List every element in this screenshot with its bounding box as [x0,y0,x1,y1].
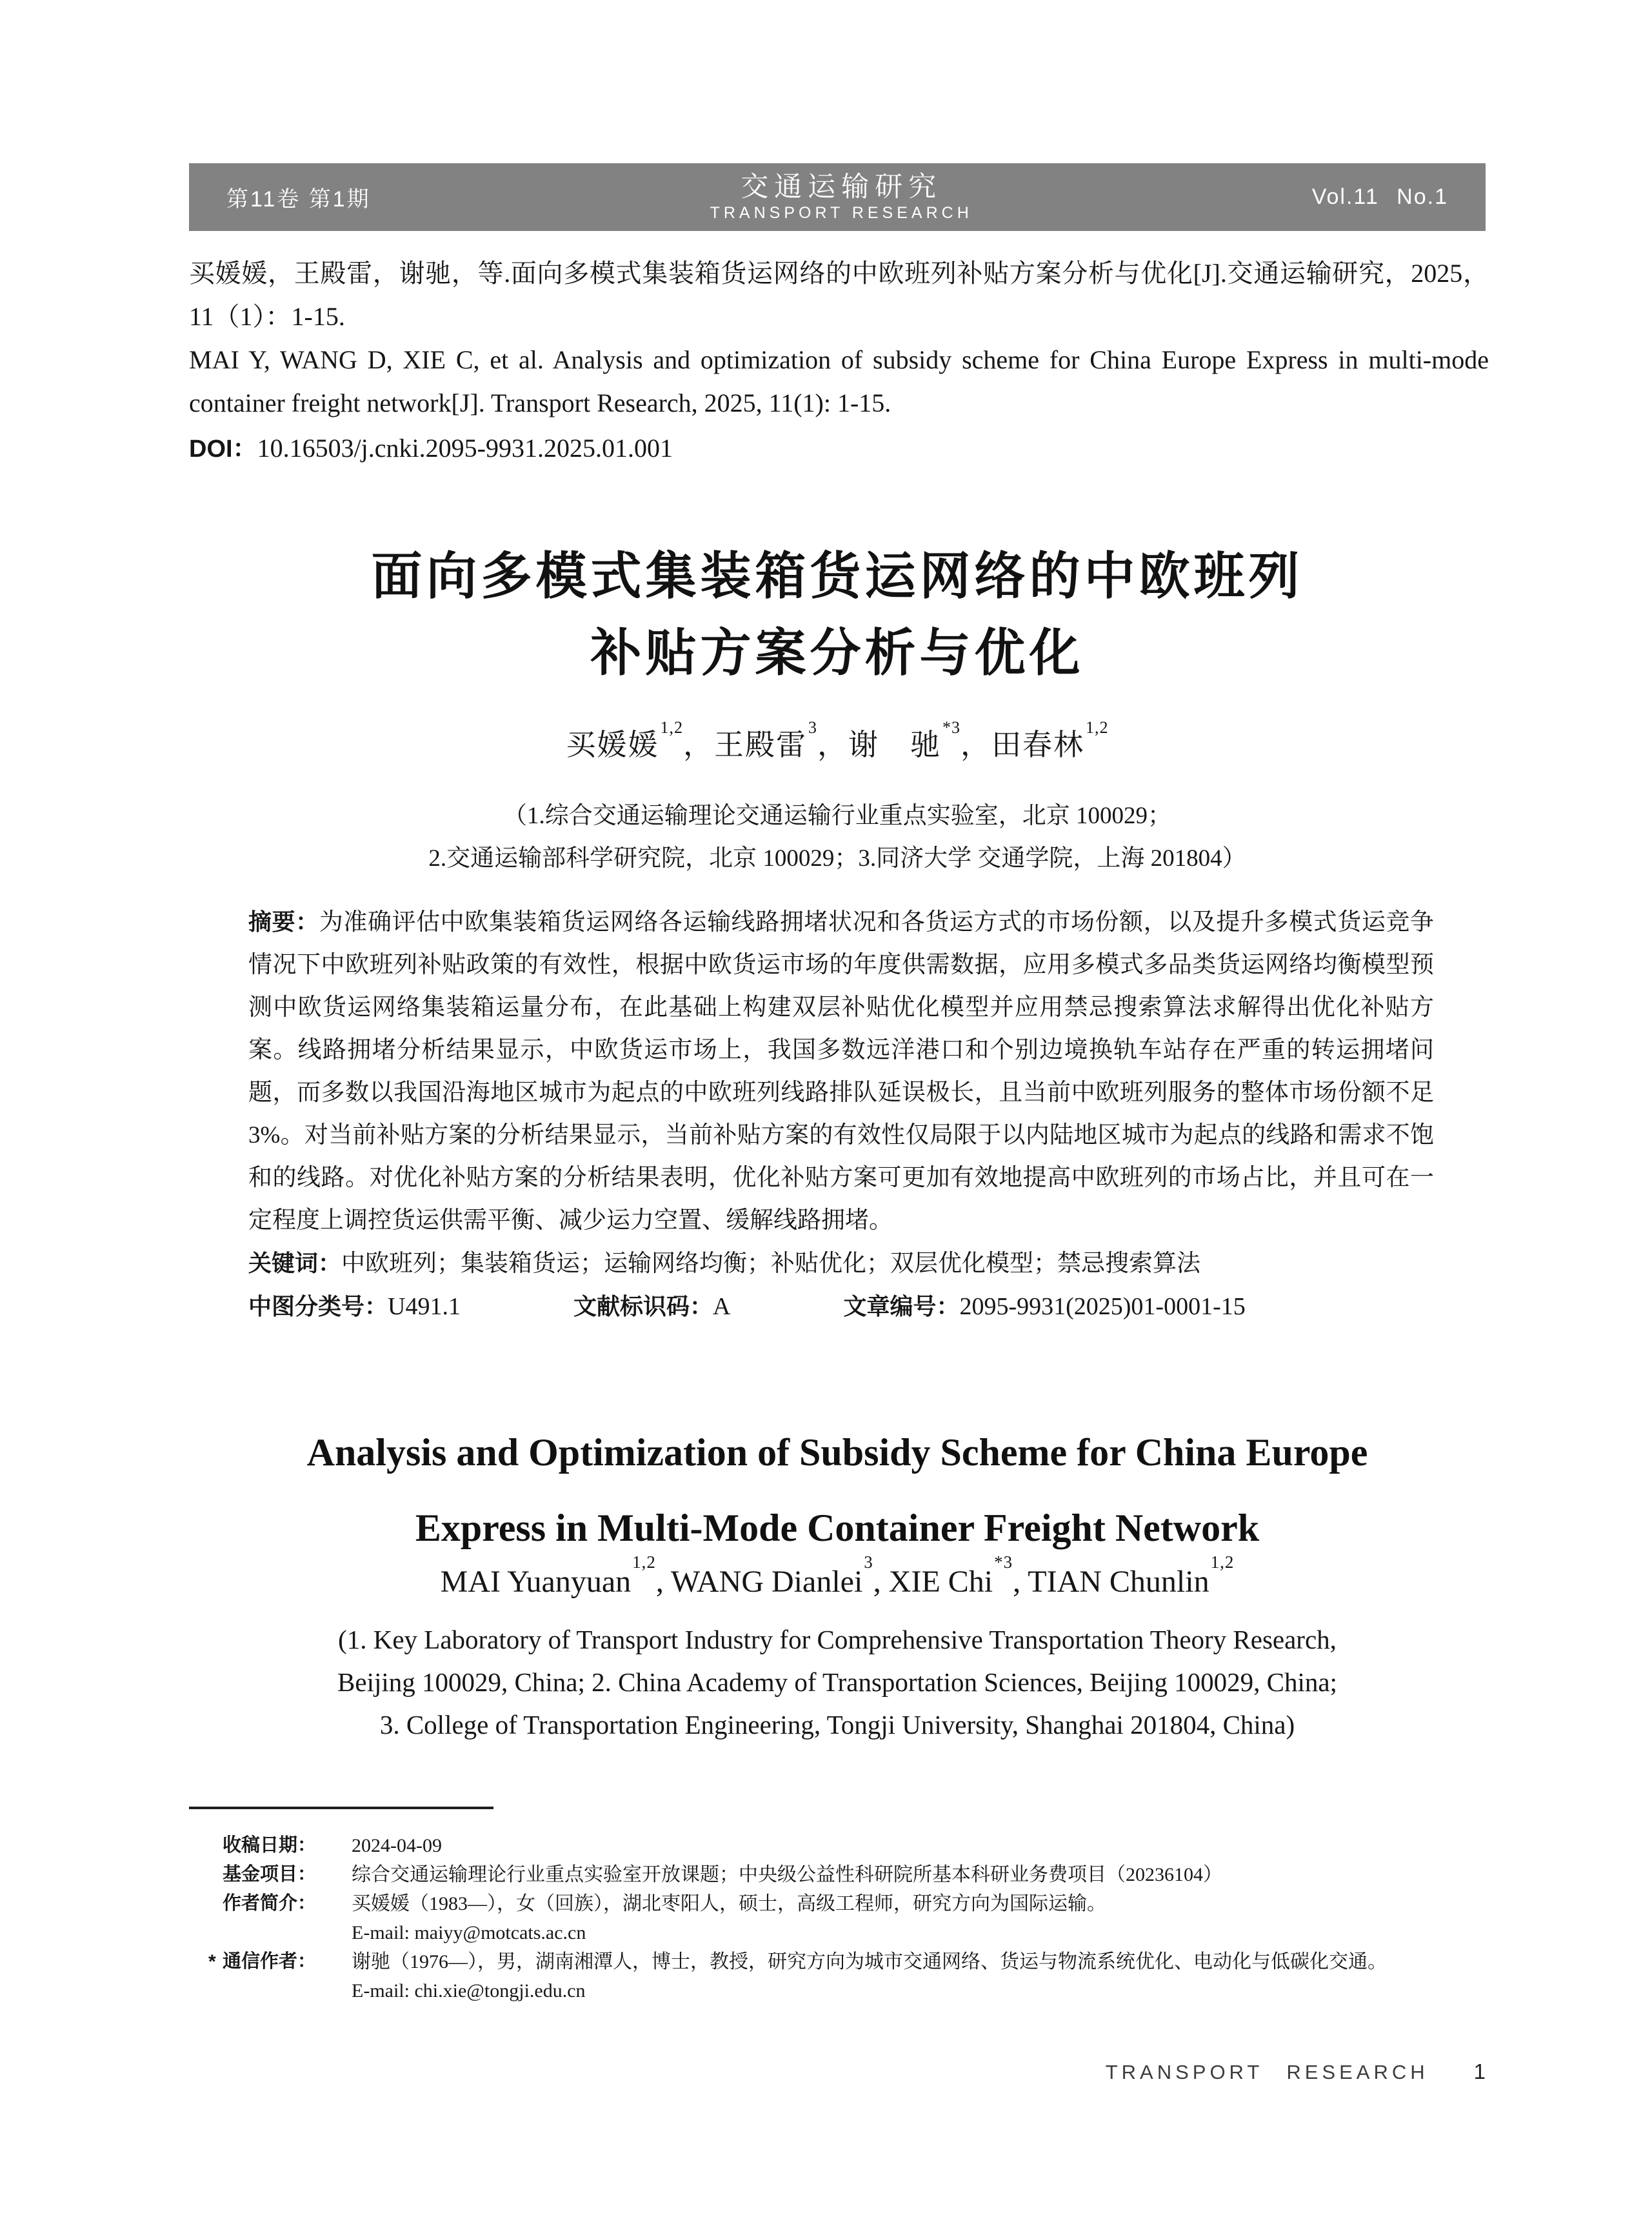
footer-page-number: 1 [1473,2060,1486,2083]
author-en: TIAN Chunlin$^{1,2}$ [1028,1552,1235,1599]
volume-issue-cn: 第11卷 第1期 [226,187,371,212]
footer-journal-name: TRANSPORT RESEARCH [1105,2061,1429,2083]
affiliation-cn-line2: 2.交通运输部科学研究院，北京 100029；3.同济大学 交通学院，上海 201804） [428,845,1246,872]
author-affil-sup: *3 [942,717,960,737]
affiliations-cn [189,795,1486,880]
footnotes-block [208,1831,1518,2005]
doi-label: DOI： [189,436,257,463]
document-code-label: 文献标识码： [573,1293,713,1319]
authors-cn [189,717,1486,764]
author-affil-sup: 1,2 [1086,717,1109,737]
article-title-cn-line1: 面向多模式集装箱货运网络的中欧班列 [371,547,1304,605]
clc-label: 中图分类号： [248,1293,388,1319]
citation-english: MAI Y, WANG D, XIE C, et al. Analysis and optimization of subsidy scheme for China Europe Express in multi-mode container freight network[J]. Transport Research, 2025, 11(1): 1-15. [189,345,1489,417]
footnote-divider [189,1807,493,1809]
author-cn: 田春林$^{1,2}$ [991,717,1109,761]
authors-en [189,1552,1486,1599]
footnote-row-corresponding-email: E-mail: chi.xie@tongji.edu.cn [352,1980,586,2001]
author-affil-sup: 3 [808,717,817,737]
author-en: XIE Chi$^{*3}$, [888,1552,1028,1599]
author-affil-sup: 3 [864,1552,873,1572]
doi-value: 10.16503/j.cnki.2095-9931.2025.01.001 [257,434,673,463]
abstract-label: 摘要： [248,908,319,935]
journal-masthead [371,172,1312,221]
keywords-line [248,1242,1434,1285]
author-en: MAI Yuanyuan$^{1,2}$, [440,1552,672,1599]
affiliations-en [189,1618,1486,1746]
abstract-paragraph [248,901,1434,1242]
author-affil-sup: 1,2 [1210,1552,1235,1572]
affiliation-en-line3: 3. College of Transportation Engineering, Tongji University, Shanghai 201804, China) [379,1710,1295,1740]
article-number-label: 文章编号： [843,1293,960,1319]
footnote-row-author-bio: 作者简介： 买媛媛（1983—），女（回族），湖北枣阳人，硕士，高级工程师，研究方向为国际运输。 [223,1893,1106,1914]
clc-number: 中图分类号：U491.1 [248,1293,461,1320]
footnote-row-author-email: E-mail: maiyy@motcats.ac.cn [352,1922,586,1943]
article-title-en-line1: Analysis and Optimization of Subsidy Scheme for China Europe [306,1431,1368,1474]
author-cn: 王殿雷$^3$， [714,717,848,761]
article-title-en-line2: Express in Multi-Mode Container Freight Network [415,1507,1260,1549]
abstract-text: 为准确评估中欧集装箱货运网络各运输线路拥堵状况和各货运方式的市场份额，以及提升多模式货运竞争情况下中欧班列补贴政策的有效性，根据中欧货运市场的年度供需数据，应用多模式多品类货运网络均衡模型预测中欧货运网络集装箱运量分布，在此基础上构建双层补贴优化模型并应用禁忌搜索算法求解得出优化补贴方案。线路拥堵分析结果显示，中欧货运市场上，我国多数远洋港口和个别边境换轨车站存在严重的转运拥堵问题，而多数以我国沿海地区城市为起点的中欧班列线路排队延误极长，且当前中欧班列服务的整体市场份额不足3%。对当前补贴方案的分析结果显示，当前补贴方案的有效性仅局限于以内陆地区城市为起点的线路和需求不饱和的线路。对优化补贴方案的分析结果表明，优化补贴方案可更加有效地提高中欧班列的市场占比，并且可在一定程度上调控货运供需平衡、减少运力空置、缓解线路拥堵。 [248,909,1434,1234]
affiliation-en-line2: Beijing 100029, China; 2. China Academy of Transportation Sciences, Beijing 100029, China; [337,1667,1337,1697]
footnote-row-corresponding-author: * 通信作者： 谢驰（1976—），男，湖南湘潭人，博士，教授，研究方向为城市交通网络、货运与物流系统优化、电动化与低碳化交通。 [208,1951,1387,1972]
footnote-row-funding: 基金项目： 综合交通运输理论行业重点实验室开放课题；中央级公益性科研院所基本科研业务费项目（20236104） [223,1864,1222,1885]
article-title-en [189,1415,1486,1566]
classification-line [248,1285,1434,1329]
article-title-cn [189,537,1486,691]
document-code: 文献标识码：A [573,1293,731,1320]
journal-title-cn: 交通运输研究 [741,172,942,203]
keywords-text: 中欧班列；集装箱货运；运输网络均衡；补贴优化；双层优化模型；禁忌搜索算法 [341,1250,1201,1277]
author-en: WANG Dianlei$^3$, [671,1552,889,1599]
footnote-row-received-date: 收稿日期： 2024-04-09 [223,1835,442,1856]
citation-chinese: 买媛媛，王殿雷，谢驰，等.面向多模式集装箱货运网络的中欧班列补贴方案分析与优化[J].交通运输研究，2025，11（1）：1-15. [189,259,1489,331]
author-cn: 谢 驰$^{*3}$， [848,717,991,761]
author-affil-sup: 1,2 [632,1552,656,1572]
article-number: 文章编号：2095-9931(2025)01-0001-15 [843,1293,1246,1320]
article-title-cn-line2: 补贴方案分析与优化 [590,624,1084,681]
journal-header-bar [189,163,1486,231]
doi-line [189,426,1489,471]
journal-title-en: TRANSPORT RESEARCH [710,203,973,222]
page-footer [1106,2060,1486,2084]
keywords-label: 关键词： [248,1250,342,1276]
author-cn: 买媛媛$^{1,2}$， [566,717,714,761]
citation-block [189,252,1489,471]
author-affil-sup: 1,2 [660,717,683,737]
author-affil-sup: *3 [994,1552,1013,1572]
abstract-block [248,901,1434,1329]
affiliation-cn-line1: （1.综合交通运输理论交通运输行业重点实验室，北京 100029； [503,803,1171,829]
volume-issue-en: Vol.11 No.1 [1311,185,1448,209]
affiliation-en-line1: (1. Key Laboratory of Transport Industry for Comprehensive Transportation Theory Research, [338,1625,1337,1654]
